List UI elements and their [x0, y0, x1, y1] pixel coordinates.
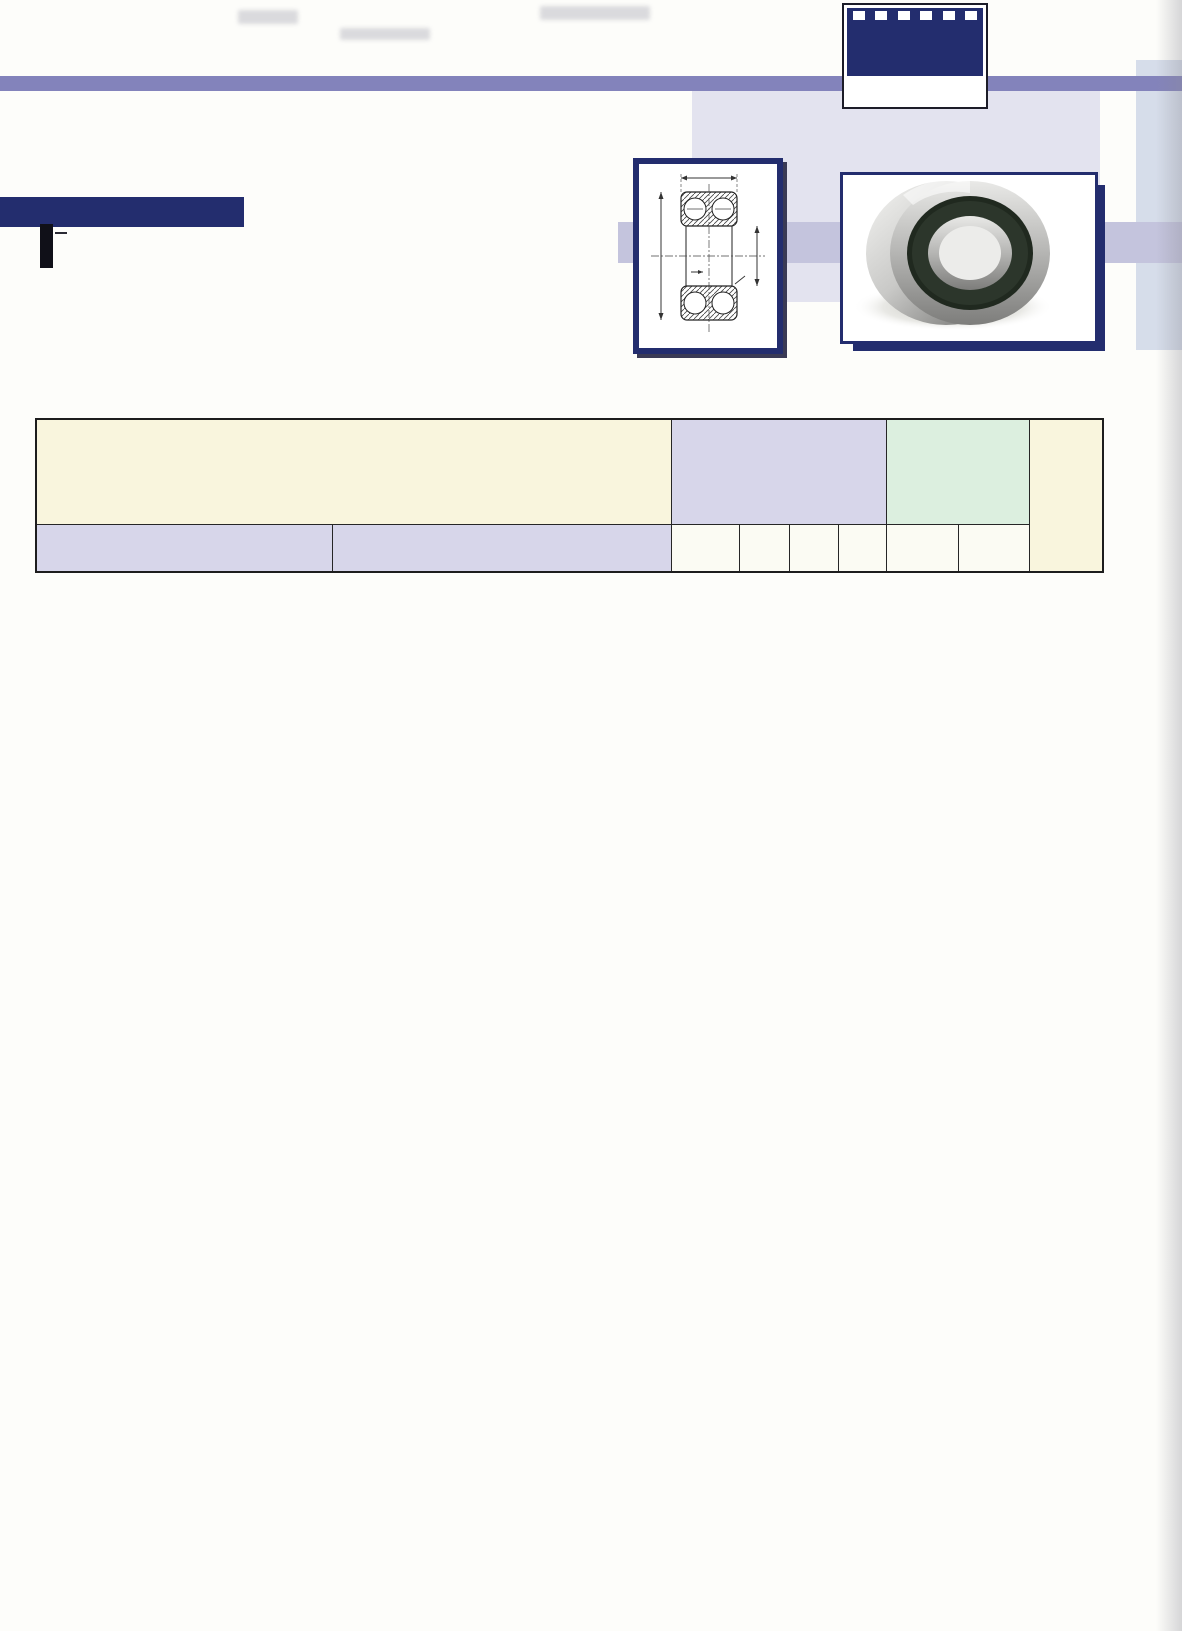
- scan-smudge: [340, 28, 430, 40]
- section-title-en: [55, 229, 67, 234]
- header-B: [789, 525, 838, 573]
- scan-smudge: [238, 10, 298, 24]
- section-title-zh: [0, 197, 244, 227]
- header-cor: [958, 525, 1029, 573]
- csc-logo-emblem: [847, 8, 983, 76]
- bearing-photo: [840, 172, 1098, 344]
- crenellation-icon: [847, 8, 983, 20]
- header-boundary-dimensions: [671, 419, 886, 525]
- header-iso: [332, 525, 671, 573]
- header-weight: [1029, 419, 1103, 572]
- bearing-table: [35, 418, 1104, 573]
- scan-smudge: [540, 6, 650, 20]
- csc-logo: [842, 3, 988, 109]
- bearing-photo-image: [843, 175, 1095, 341]
- battlement-bar: [0, 76, 1182, 91]
- header-d: [671, 525, 739, 573]
- bearing-diagram: [633, 158, 783, 354]
- header-current-code: [36, 525, 332, 573]
- title-accent-bar: [40, 224, 53, 268]
- header-D: [739, 525, 789, 573]
- table-sub-header-row: [36, 525, 1103, 573]
- header-cr: [886, 525, 958, 573]
- header-bearing-no: [36, 419, 671, 525]
- header-rs-min: [838, 525, 886, 573]
- bearing-cross-section-drawing: [639, 164, 777, 348]
- scan-edge-shade: [1156, 0, 1182, 1631]
- header-basic-load-rating: [886, 419, 1029, 525]
- table-group-header-row: [36, 419, 1103, 525]
